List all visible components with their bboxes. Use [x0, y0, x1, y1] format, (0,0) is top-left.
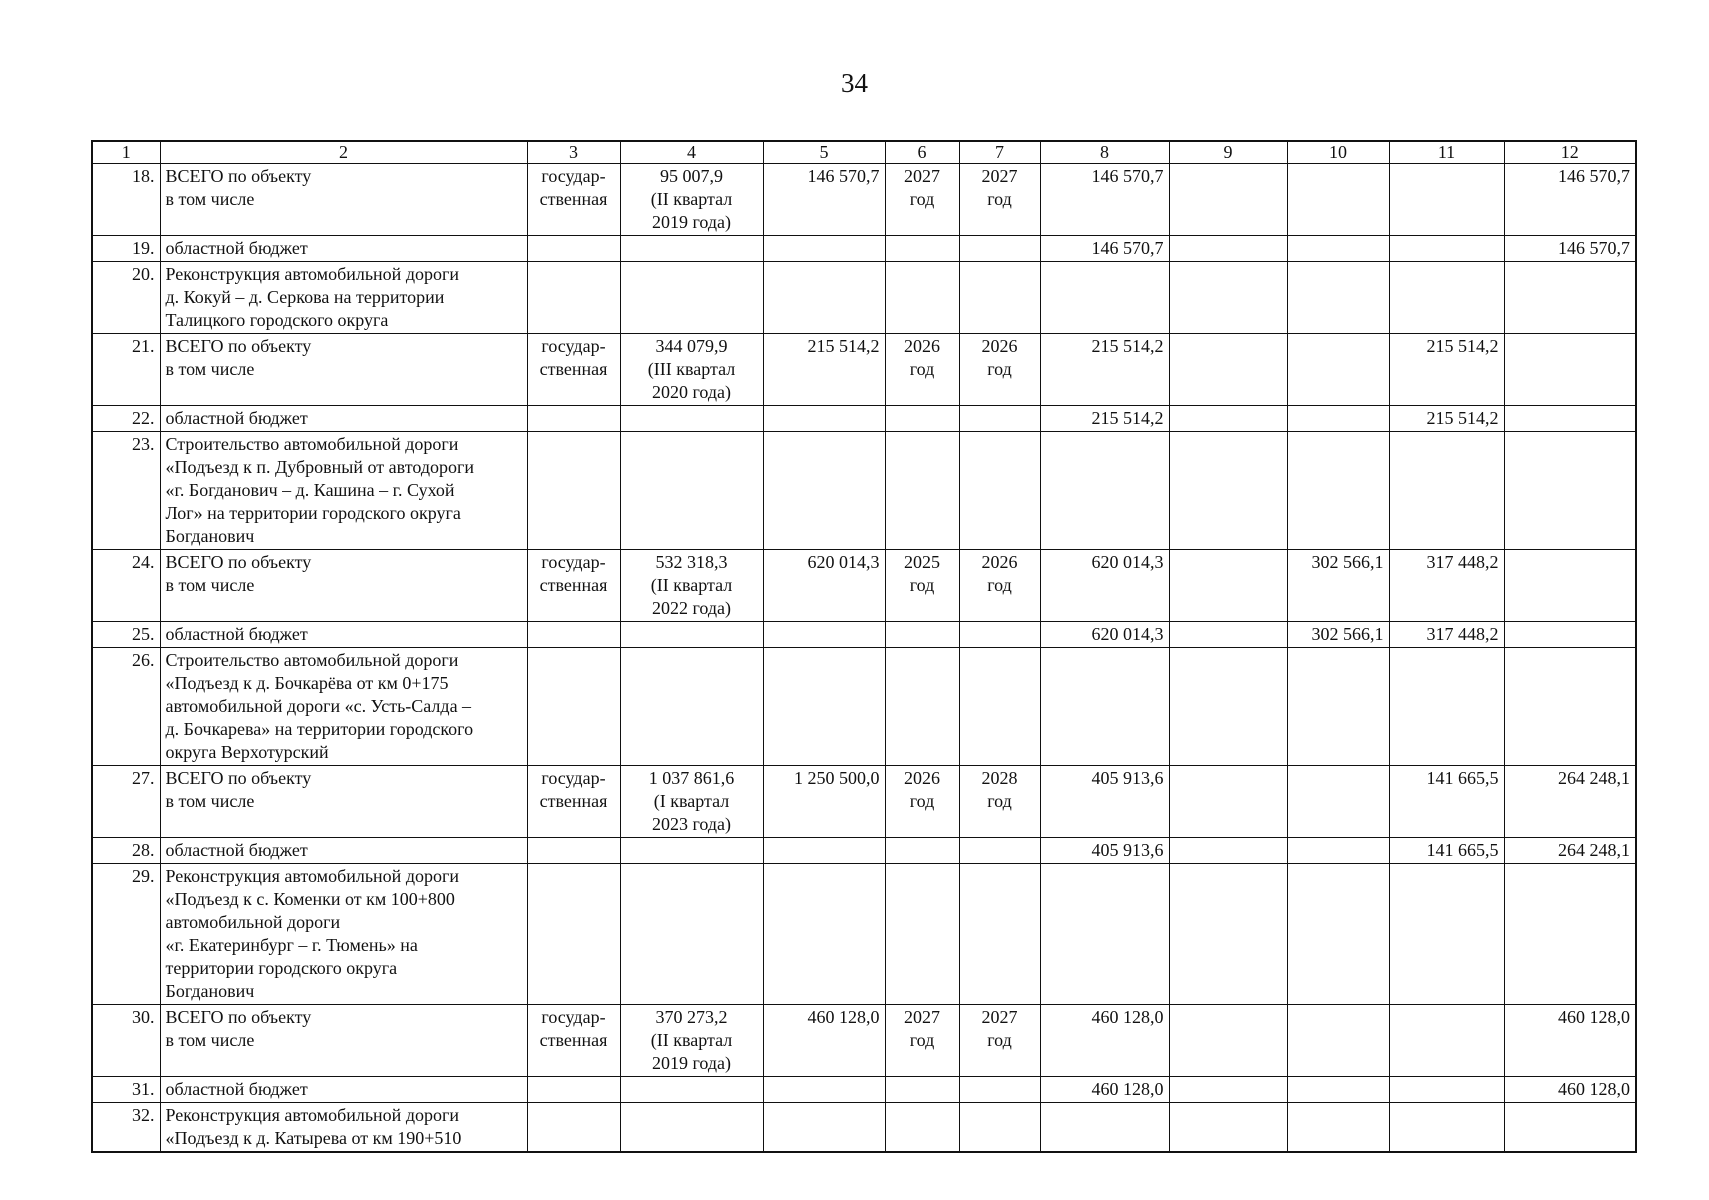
table-cell-col-10	[1287, 766, 1389, 838]
table-cell-col-10	[1287, 432, 1389, 550]
table-cell-col-8: 405 913,6	[1040, 766, 1169, 838]
cell-line: ВСЕГО по объекту	[165, 166, 312, 186]
cell-line: в том числе	[165, 189, 255, 209]
cell-line: 2026	[981, 552, 1018, 572]
table-cell-col-4	[620, 262, 763, 334]
cell-line: 344 079,9	[655, 336, 728, 356]
table-cell-col-8	[1040, 648, 1169, 766]
cell-line: областной бюджет	[165, 624, 308, 644]
column-number-5: 5	[763, 141, 885, 164]
table-cell-col-7	[959, 1103, 1040, 1153]
table-cell-col-4	[620, 406, 763, 432]
cell-line: 2023 года)	[651, 814, 732, 834]
table-cell-col-11	[1389, 164, 1504, 236]
row-number-cell: 24.	[92, 550, 160, 622]
table-cell-col-2	[160, 164, 527, 236]
cell-line: в том числе	[165, 359, 255, 379]
column-number-1: 1	[92, 141, 160, 164]
cell-line: 2019 года)	[651, 212, 732, 232]
table-cell-col-5	[763, 1103, 885, 1153]
table-cell-col-9	[1169, 550, 1287, 622]
table-cell-col-10	[1287, 334, 1389, 406]
table-row	[92, 406, 1636, 432]
cell-line: год	[909, 1030, 935, 1050]
table-cell-col-10	[1287, 236, 1389, 262]
table-cell-col-2	[160, 648, 527, 766]
table-cell-col-10	[1287, 164, 1389, 236]
table-cell-col-7	[959, 550, 1040, 622]
table-cell-col-2	[160, 622, 527, 648]
cell-line: год	[987, 1030, 1012, 1050]
table-cell-col-12	[1504, 334, 1636, 406]
cell-line: областной бюджет	[165, 238, 308, 258]
table-cell-col-3	[527, 1103, 620, 1153]
table-cell-col-8: 460 128,0	[1040, 1005, 1169, 1077]
table-cell-col-10: 302 566,1	[1287, 550, 1389, 622]
table-cell-col-4	[620, 648, 763, 766]
table-cell-col-7	[959, 864, 1040, 1005]
table-cell-col-3	[527, 334, 620, 406]
table-cell-col-8: 460 128,0	[1040, 1077, 1169, 1103]
cell-line: год	[987, 575, 1012, 595]
table-cell-col-7	[959, 648, 1040, 766]
table-cell-col-8: 620 014,3	[1040, 550, 1169, 622]
table-cell-col-8: 215 514,2	[1040, 334, 1169, 406]
table-cell-col-3	[527, 1005, 620, 1077]
table-cell-col-11: 317 448,2	[1389, 550, 1504, 622]
table-row	[92, 550, 1636, 622]
row-number-cell: 23.	[92, 432, 160, 550]
table-row	[92, 1103, 1636, 1153]
cell-line: областной бюджет	[165, 408, 308, 428]
column-number-8: 8	[1040, 141, 1169, 164]
cell-line: 532 318,3	[655, 552, 728, 572]
table-cell-col-11: 215 514,2	[1389, 334, 1504, 406]
table-cell-col-5	[763, 622, 885, 648]
row-number-cell: 25.	[92, 622, 160, 648]
cell-line: областной бюджет	[165, 1079, 308, 1099]
cell-line: Талицкого городского округа	[165, 310, 389, 330]
table-cell-col-11	[1389, 236, 1504, 262]
table-cell-col-10	[1287, 648, 1389, 766]
table-cell-col-8: 620 014,3	[1040, 622, 1169, 648]
cell-line: автомобильной дороги «с. Усть-Салда –	[165, 696, 472, 716]
table-cell-col-5	[763, 1077, 885, 1103]
column-number-3: 3	[527, 141, 620, 164]
table-cell-col-6	[885, 766, 959, 838]
column-number-9: 9	[1169, 141, 1287, 164]
table-cell-col-10	[1287, 864, 1389, 1005]
table-cell-col-11	[1389, 864, 1504, 1005]
table-cell-col-7	[959, 622, 1040, 648]
cell-line: 2019 года)	[651, 1053, 732, 1073]
row-number-cell: 26.	[92, 648, 160, 766]
cell-line: д. Кокуй – д. Серкова на территории	[165, 287, 445, 307]
cell-line: государ-	[541, 1007, 606, 1027]
row-number-cell: 28.	[92, 838, 160, 864]
table-cell-col-3	[527, 766, 620, 838]
column-number-6: 6	[885, 141, 959, 164]
table-cell-col-6	[885, 648, 959, 766]
table-body	[92, 141, 1636, 1152]
table-cell-col-4	[620, 622, 763, 648]
cell-line: 2026	[904, 336, 940, 356]
table-cell-col-12: 264 248,1	[1504, 766, 1636, 838]
table-cell-col-8: 146 570,7	[1040, 164, 1169, 236]
cell-line: государ-	[541, 336, 606, 356]
cell-line: год	[909, 359, 935, 379]
cell-line: (II квартал	[650, 189, 733, 209]
cell-line: Строительство автомобильной дороги	[165, 434, 459, 454]
table-cell-col-8	[1040, 432, 1169, 550]
row-number-cell: 21.	[92, 334, 160, 406]
table-cell-col-9	[1169, 1005, 1287, 1077]
cell-line: в том числе	[165, 791, 255, 811]
table-cell-col-6	[885, 1077, 959, 1103]
table-cell-col-6	[885, 164, 959, 236]
table-cell-col-6	[885, 1103, 959, 1153]
cell-line: областной бюджет	[165, 840, 308, 860]
table-cell-col-12	[1504, 406, 1636, 432]
table-cell-col-7	[959, 406, 1040, 432]
table-cell-col-2	[160, 406, 527, 432]
cell-line: государ-	[541, 552, 606, 572]
row-number-cell: 27.	[92, 766, 160, 838]
cell-line: государ-	[541, 166, 606, 186]
table-cell-col-2	[160, 1005, 527, 1077]
table-cell-col-4	[620, 838, 763, 864]
table-cell-col-3	[527, 550, 620, 622]
table-cell-col-5: 620 014,3	[763, 550, 885, 622]
table-cell-col-5: 1 250 500,0	[763, 766, 885, 838]
cell-line: ВСЕГО по объекту	[165, 336, 312, 356]
table-cell-col-3	[527, 864, 620, 1005]
table-cell-col-2	[160, 432, 527, 550]
table-cell-col-6	[885, 550, 959, 622]
row-number-cell: 30.	[92, 1005, 160, 1077]
table-row	[92, 236, 1636, 262]
cell-line: 2028	[981, 768, 1018, 788]
cell-line: ственная	[539, 1030, 608, 1050]
cell-line: «Подъезд к д. Катырева от км 190+510	[165, 1128, 462, 1148]
cell-line: ственная	[539, 189, 608, 209]
table-row	[92, 1077, 1636, 1103]
cell-line: год	[987, 791, 1012, 811]
cell-line: в том числе	[165, 1030, 255, 1050]
cell-line: территории городского округа	[165, 958, 398, 978]
cell-line: 2027	[981, 166, 1018, 186]
table-cell-col-12	[1504, 550, 1636, 622]
cell-line: в том числе	[165, 575, 255, 595]
cell-line: год	[909, 791, 935, 811]
table-cell-col-6	[885, 1005, 959, 1077]
table-cell-col-11: 141 665,5	[1389, 838, 1504, 864]
table-cell-col-6	[885, 864, 959, 1005]
table-cell-col-5: 146 570,7	[763, 164, 885, 236]
financing-table	[91, 140, 1637, 1153]
cell-line: автомобильной дороги	[165, 912, 341, 932]
cell-line: «Подъезд к с. Коменки от км 100+800	[165, 889, 455, 909]
table-cell-col-9	[1169, 838, 1287, 864]
table-cell-col-10	[1287, 1005, 1389, 1077]
cell-line: государ-	[541, 768, 606, 788]
table-cell-col-6	[885, 262, 959, 334]
table-cell-col-11	[1389, 648, 1504, 766]
table-cell-col-9	[1169, 236, 1287, 262]
cell-line: Богданович	[165, 526, 255, 546]
row-number-cell: 20.	[92, 262, 160, 334]
cell-line: ственная	[539, 575, 608, 595]
table-cell-col-7	[959, 1077, 1040, 1103]
table-cell-col-2	[160, 550, 527, 622]
cell-line: 2026	[981, 336, 1018, 356]
page-number: 34	[841, 68, 868, 98]
table-cell-col-8: 146 570,7	[1040, 236, 1169, 262]
table-cell-col-4	[620, 1005, 763, 1077]
table-cell-col-10	[1287, 1077, 1389, 1103]
cell-line: 370 273,2	[655, 1007, 728, 1027]
table-cell-col-7	[959, 1005, 1040, 1077]
table-cell-col-3	[527, 432, 620, 550]
table-cell-col-3	[527, 1077, 620, 1103]
table-cell-col-8	[1040, 864, 1169, 1005]
table-cell-col-12: 460 128,0	[1504, 1005, 1636, 1077]
table-cell-col-5	[763, 864, 885, 1005]
table-row	[92, 334, 1636, 406]
table-cell-col-4	[620, 864, 763, 1005]
table-cell-col-10: 302 566,1	[1287, 622, 1389, 648]
row-number-cell: 19.	[92, 236, 160, 262]
row-number-cell: 29.	[92, 864, 160, 1005]
table-cell-col-11	[1389, 1005, 1504, 1077]
table-row	[92, 1005, 1636, 1077]
table-cell-col-11	[1389, 1077, 1504, 1103]
cell-line: 2027	[904, 1007, 940, 1027]
table-cell-col-10	[1287, 262, 1389, 334]
table-cell-col-5: 460 128,0	[763, 1005, 885, 1077]
table-cell-col-3	[527, 838, 620, 864]
table-cell-col-9	[1169, 406, 1287, 432]
table-cell-col-2	[160, 1077, 527, 1103]
column-number-header-row	[92, 141, 1636, 164]
table-cell-col-9	[1169, 766, 1287, 838]
table-cell-col-3	[527, 262, 620, 334]
cell-line: год	[909, 575, 935, 595]
table-cell-col-11	[1389, 1103, 1504, 1153]
table-row	[92, 622, 1636, 648]
table-cell-col-11	[1389, 432, 1504, 550]
column-number-11: 11	[1389, 141, 1504, 164]
table-cell-col-2	[160, 766, 527, 838]
cell-line: округа Верхотурский	[165, 742, 329, 762]
cell-line: (II квартал	[650, 1030, 733, 1050]
table-cell-col-11: 141 665,5	[1389, 766, 1504, 838]
table-cell-col-10	[1287, 406, 1389, 432]
table-cell-col-8: 405 913,6	[1040, 838, 1169, 864]
table-cell-col-9	[1169, 622, 1287, 648]
table-cell-col-9	[1169, 262, 1287, 334]
row-number-cell: 22.	[92, 406, 160, 432]
table-cell-col-6	[885, 334, 959, 406]
cell-line: 2026	[904, 768, 940, 788]
table-cell-col-9	[1169, 334, 1287, 406]
table-cell-col-7	[959, 236, 1040, 262]
column-number-2: 2	[160, 141, 527, 164]
table-cell-col-3	[527, 648, 620, 766]
table-cell-col-6	[885, 236, 959, 262]
cell-line: год	[909, 189, 935, 209]
column-number-12: 12	[1504, 141, 1636, 164]
table-cell-col-4	[620, 1103, 763, 1153]
table-cell-col-12	[1504, 1103, 1636, 1153]
table-cell-col-5	[763, 838, 885, 864]
cell-line: 2025	[904, 552, 940, 572]
cell-line: «Подъезд к д. Бочкарёва от км 0+175	[165, 673, 449, 693]
table-cell-col-9	[1169, 648, 1287, 766]
cell-line: 95 007,9	[660, 166, 723, 186]
table-cell-col-4	[620, 550, 763, 622]
cell-line: (III квартал	[647, 359, 736, 379]
table-cell-col-12	[1504, 648, 1636, 766]
table-cell-col-7	[959, 334, 1040, 406]
table-cell-col-4	[620, 164, 763, 236]
table-cell-col-7	[959, 262, 1040, 334]
cell-line: Строительство автомобильной дороги	[165, 650, 459, 670]
cell-line: 2020 года)	[651, 382, 732, 402]
table-row	[92, 432, 1636, 550]
cell-line: 2022 года)	[651, 598, 732, 618]
cell-line: 1 037 861,6	[648, 768, 735, 788]
table-cell-col-7	[959, 432, 1040, 550]
table-row	[92, 164, 1636, 236]
row-number-cell: 32.	[92, 1103, 160, 1153]
cell-line: 2027	[981, 1007, 1018, 1027]
table-cell-col-8	[1040, 1103, 1169, 1153]
table-cell-col-2	[160, 334, 527, 406]
table-cell-col-4	[620, 1077, 763, 1103]
column-number-4: 4	[620, 141, 763, 164]
table-cell-col-6	[885, 432, 959, 550]
cell-line: ВСЕГО по объекту	[165, 768, 312, 788]
cell-line: «г. Богданович – д. Кашина – г. Сухой	[165, 480, 455, 500]
table-cell-col-9	[1169, 1077, 1287, 1103]
table-cell-col-10	[1287, 838, 1389, 864]
table-row	[92, 262, 1636, 334]
table-cell-col-12: 146 570,7	[1504, 236, 1636, 262]
table-cell-col-12	[1504, 262, 1636, 334]
table-cell-col-3	[527, 406, 620, 432]
table-cell-col-4	[620, 766, 763, 838]
table-cell-col-3	[527, 236, 620, 262]
table-cell-col-4	[620, 334, 763, 406]
table-cell-col-5	[763, 236, 885, 262]
table-cell-col-12	[1504, 864, 1636, 1005]
table-cell-col-7	[959, 838, 1040, 864]
table-cell-col-3	[527, 164, 620, 236]
table-cell-col-6	[885, 622, 959, 648]
table-cell-col-2	[160, 864, 527, 1005]
table-cell-col-5	[763, 262, 885, 334]
table-cell-col-10	[1287, 1103, 1389, 1153]
table-cell-col-2	[160, 838, 527, 864]
cell-line: ственная	[539, 359, 608, 379]
cell-line: 2027	[904, 166, 940, 186]
table-cell-col-5	[763, 406, 885, 432]
cell-line: Реконструкция автомобильной дороги	[165, 866, 459, 886]
table-row	[92, 648, 1636, 766]
table-cell-col-8: 215 514,2	[1040, 406, 1169, 432]
table-cell-col-12: 146 570,7	[1504, 164, 1636, 236]
cell-line: (I квартал	[653, 791, 730, 811]
table-row	[92, 838, 1636, 864]
table-cell-col-12	[1504, 622, 1636, 648]
table-cell-col-5	[763, 432, 885, 550]
cell-line: Лог» на территории городского округа	[165, 503, 461, 523]
table-row	[92, 864, 1636, 1005]
cell-line: Реконструкция автомобильной дороги	[165, 264, 459, 284]
table-cell-col-4	[620, 236, 763, 262]
table-cell-col-6	[885, 838, 959, 864]
cell-line: ственная	[539, 791, 608, 811]
table-cell-col-12: 460 128,0	[1504, 1077, 1636, 1103]
table-cell-col-11: 317 448,2	[1389, 622, 1504, 648]
table-cell-col-3	[527, 622, 620, 648]
table-cell-col-7	[959, 766, 1040, 838]
table-cell-col-9	[1169, 864, 1287, 1005]
cell-line: год	[987, 359, 1012, 379]
row-number-cell: 18.	[92, 164, 160, 236]
table-cell-col-2	[160, 236, 527, 262]
table-cell-col-8	[1040, 262, 1169, 334]
table-cell-col-5	[763, 648, 885, 766]
column-number-10: 10	[1287, 141, 1389, 164]
table-cell-col-6	[885, 406, 959, 432]
cell-line: (II квартал	[650, 575, 733, 595]
table-cell-col-2	[160, 1103, 527, 1153]
column-number-7: 7	[959, 141, 1040, 164]
row-number-cell: 31.	[92, 1077, 160, 1103]
cell-line: ВСЕГО по объекту	[165, 1007, 312, 1027]
table-cell-col-9	[1169, 164, 1287, 236]
table-cell-col-11	[1389, 262, 1504, 334]
cell-line: год	[987, 189, 1012, 209]
table-cell-col-2	[160, 262, 527, 334]
table-cell-col-11: 215 514,2	[1389, 406, 1504, 432]
table-cell-col-7	[959, 164, 1040, 236]
cell-line: «г. Екатеринбург – г. Тюмень» на	[165, 935, 418, 955]
cell-line: Реконструкция автомобильной дороги	[165, 1105, 459, 1125]
table-cell-col-12	[1504, 432, 1636, 550]
table-cell-col-9	[1169, 1103, 1287, 1153]
table-cell-col-4	[620, 432, 763, 550]
table-row	[92, 766, 1636, 838]
cell-line: Богданович	[165, 981, 255, 1001]
table-cell-col-9	[1169, 432, 1287, 550]
cell-line: «Подъезд к п. Дубровный от автодороги	[165, 457, 474, 477]
cell-line: д. Бочкарева» на территории городского	[165, 719, 474, 739]
table-cell-col-12: 264 248,1	[1504, 838, 1636, 864]
table-cell-col-5: 215 514,2	[763, 334, 885, 406]
cell-line: ВСЕГО по объекту	[165, 552, 312, 572]
